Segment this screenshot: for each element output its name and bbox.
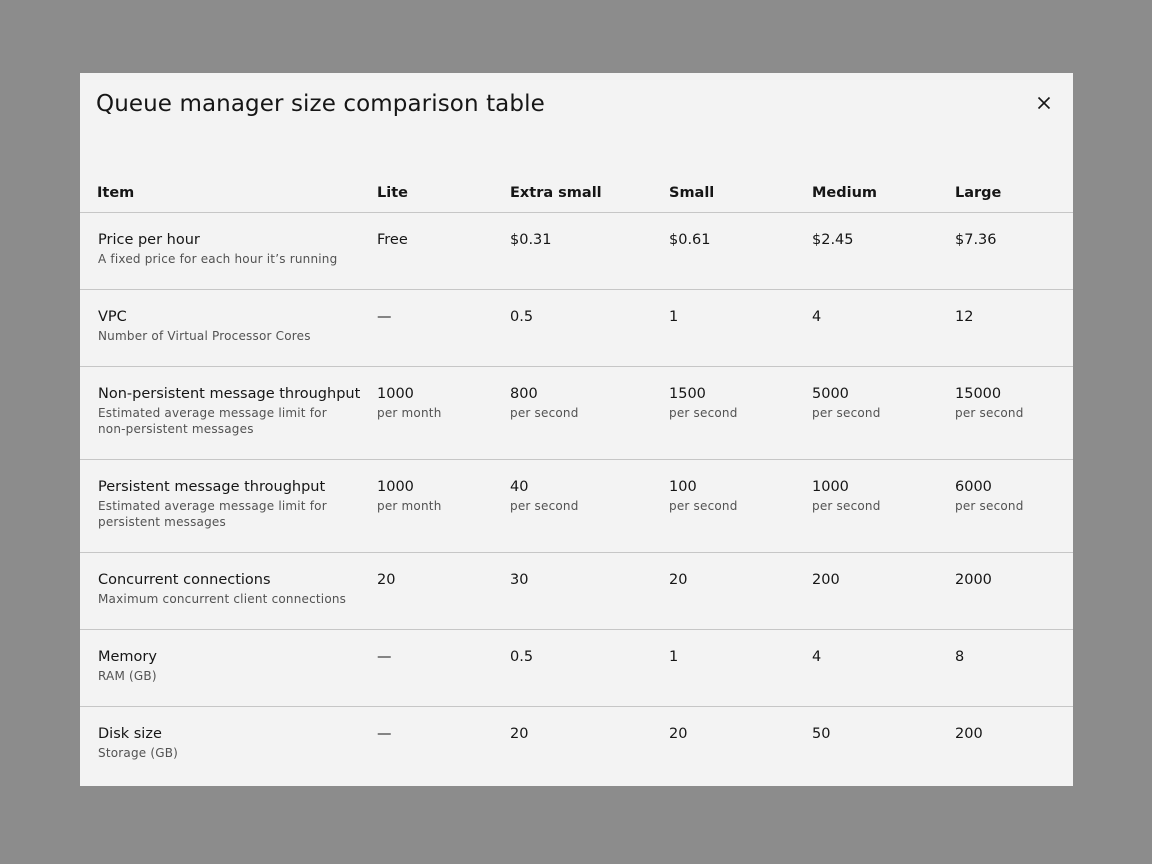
cell-unit: per month [377,498,442,513]
cell-value: 20 [510,725,529,742]
small-cell [669,552,812,629]
cell-value: — [377,725,392,742]
cell-value: $0.31 [510,231,552,248]
header-medium: Medium [812,173,955,212]
table-row [80,629,1073,706]
item-cell [80,366,377,459]
item-name: Persistent message throughput [98,478,326,495]
item-description: RAM (GB) [98,668,157,683]
item-description: Estimated average message limit for non-persistent messages [98,405,327,436]
small-cell [669,212,812,289]
cell-value: Free [377,231,408,248]
size-comparison-table [80,173,1073,783]
item-name: VPC [98,308,127,325]
close-button[interactable] [1030,89,1058,117]
item-description: A fixed price for each hour it’s running [98,251,338,266]
modal-title: Queue manager size comparison table [96,91,545,117]
cell-value: 0.5 [510,308,534,325]
large-cell [955,629,1073,706]
item-name: Memory [98,648,157,665]
cell-value: 40 [510,478,529,495]
medium-cell [812,212,955,289]
item-cell [80,459,377,552]
item-name: Non-persistent message throughput [98,385,361,402]
header-large: Large [955,173,1073,212]
cell-unit: per second [955,405,1024,420]
extra-small-cell [510,366,669,459]
extra-small-cell [510,629,669,706]
medium-cell [812,289,955,366]
large-cell [955,459,1073,552]
table-row [80,366,1073,459]
table-row [80,706,1073,783]
close-icon [1037,96,1051,110]
cell-unit: per second [510,405,579,420]
cell-value: 8 [955,648,965,665]
header-small: Small [669,173,812,212]
large-cell [955,289,1073,366]
lite-cell [377,706,510,783]
cell-value: 20 [669,571,688,588]
small-cell [669,289,812,366]
header-lite: Lite [377,173,510,212]
table-row [80,459,1073,552]
cell-value: 200 [955,725,983,742]
small-cell [669,629,812,706]
lite-cell [377,289,510,366]
cell-unit: per month [377,405,442,420]
cell-value: 1000 [812,478,849,495]
lite-cell [377,366,510,459]
cell-unit: per second [669,498,738,513]
cell-value: 2000 [955,571,992,588]
cell-unit: per second [812,405,881,420]
cell-value: — [377,648,392,665]
cell-unit: per second [669,405,738,420]
header-extra-small: Extra small [510,173,669,212]
lite-cell [377,629,510,706]
table-row [80,212,1073,289]
cell-unit: per second [955,498,1024,513]
medium-cell [812,366,955,459]
large-cell [955,706,1073,783]
cell-value: 0.5 [510,648,534,665]
cell-value: 50 [812,725,831,742]
cell-value: 1 [669,308,679,325]
table-row [80,289,1073,366]
comparison-modal [80,73,1073,786]
cell-value: 200 [812,571,840,588]
medium-cell [812,552,955,629]
item-cell [80,212,377,289]
lite-cell [377,459,510,552]
item-name: Disk size [98,725,162,742]
lite-cell [377,552,510,629]
cell-value: 4 [812,308,822,325]
cell-value: 100 [669,478,697,495]
lite-cell [377,212,510,289]
item-name: Concurrent connections [98,571,271,588]
cell-value: 1 [669,648,679,665]
small-cell [669,706,812,783]
small-cell [669,366,812,459]
medium-cell [812,629,955,706]
item-description: Estimated average message limit for persistent messages [98,498,327,529]
large-cell [955,552,1073,629]
item-cell [80,289,377,366]
small-cell [669,459,812,552]
cell-value: $2.45 [812,231,854,248]
cell-value: 12 [955,308,974,325]
extra-small-cell [510,212,669,289]
cell-value: 30 [510,571,529,588]
large-cell [955,212,1073,289]
extra-small-cell [510,706,669,783]
item-cell [80,552,377,629]
header-item: Item [80,173,377,212]
item-name: Price per hour [98,231,200,248]
extra-small-cell [510,289,669,366]
cell-value: 5000 [812,385,849,402]
item-description: Maximum concurrent client connections [98,591,347,606]
cell-value: 20 [377,571,396,588]
cell-value: 4 [812,648,822,665]
large-cell [955,366,1073,459]
extra-small-cell [510,459,669,552]
item-cell [80,706,377,783]
cell-unit: per second [510,498,579,513]
cell-value: 1500 [669,385,706,402]
cell-value: 6000 [955,478,992,495]
extra-small-cell [510,552,669,629]
cell-unit: per second [812,498,881,513]
cell-value: 1000 [377,385,414,402]
item-description: Storage (GB) [98,745,179,760]
cell-value: 1000 [377,478,414,495]
table-header-row [80,173,1073,212]
cell-value: — [377,308,392,325]
cell-value: 15000 [955,385,1002,402]
cell-value: $7.36 [955,231,997,248]
item-cell [80,629,377,706]
medium-cell [812,706,955,783]
item-description: Number of Virtual Processor Cores [98,328,311,343]
cell-value: 800 [510,385,538,402]
cell-value: 20 [669,725,688,742]
medium-cell [812,459,955,552]
cell-value: $0.61 [669,231,711,248]
table-row [80,552,1073,629]
